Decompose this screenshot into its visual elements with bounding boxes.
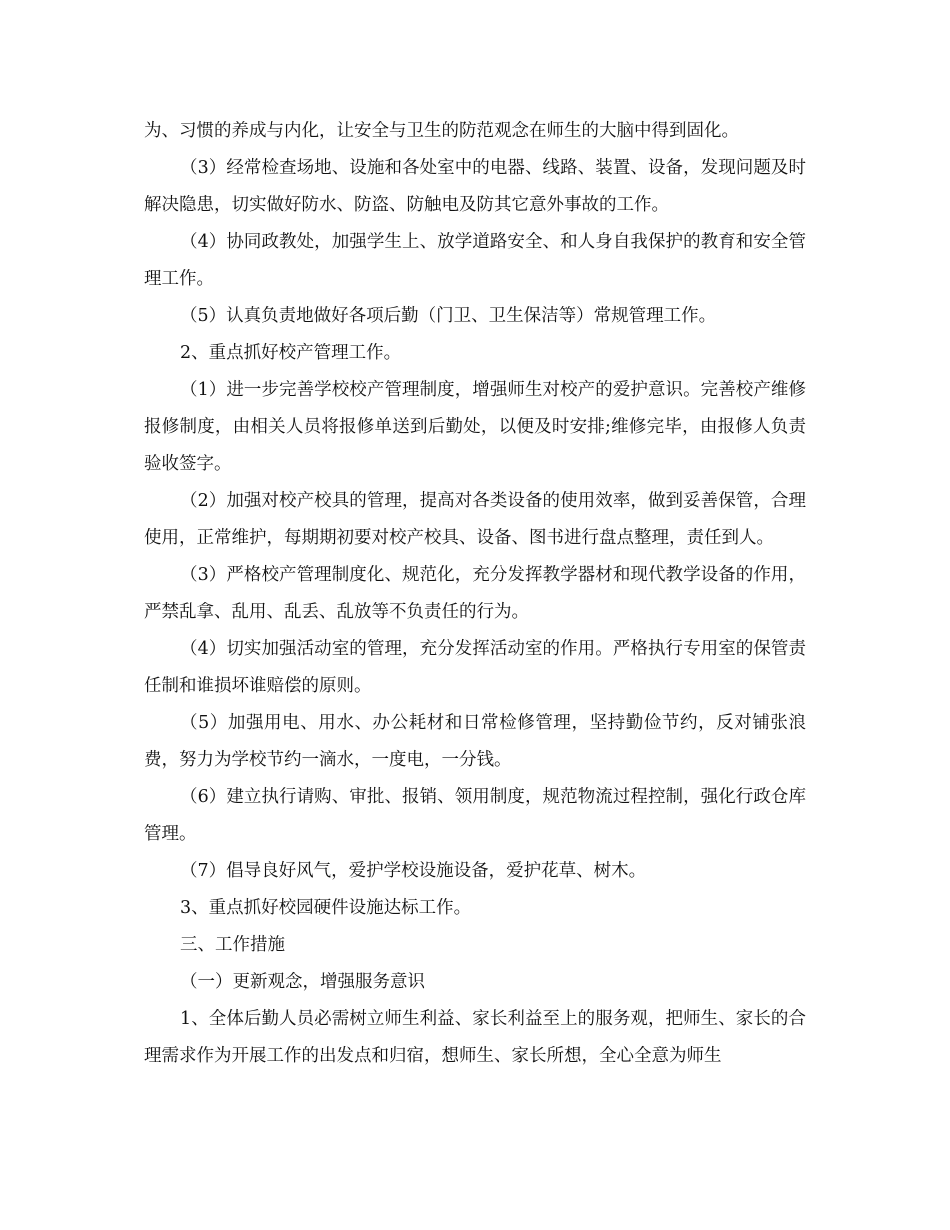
- paragraph-asset-item-3: （3）严格校产管理制度化、规范化，充分发挥教学器材和现代教学设备的作用，严禁乱拿、乱用、乱丢、乱放等不负责任的行为。: [144, 565, 806, 622]
- paragraph-continuation: 为、习惯的养成与内化，让安全与卫生的防范观念在师生的大脑中得到固化。: [144, 121, 739, 141]
- paragraph-asset-item-4: （4）切实加强活动室的管理，充分发挥活动室的作用。严格执行专用室的保管责任制和谁损坏谁赔偿的原则。: [144, 639, 806, 696]
- section-heading-hardware: 3、重点抓好校园硬件设施达标工作。: [180, 898, 472, 918]
- paragraph-item-4-safety-education: （4）协同政教处，加强学生上、放学道路安全、和人身自我保护的教育和安全管理工作。: [144, 232, 806, 289]
- paragraph-item-5-routine-management: （5）认真负责地做好各项后勤（门卫、卫生保洁等）常规管理工作。: [180, 306, 717, 326]
- paragraph-asset-item-2: （2）加强对校产校具的管理，提高对各类设备的使用效率，做到妥善保管，合理使用，正常维护，每期期初要对校产校具、设备、图书进行盘点整理，责任到人。: [144, 491, 806, 548]
- section-heading-asset-management: 2、重点抓好校产管理工作。: [180, 343, 402, 363]
- paragraph-asset-item-6: （6）建立执行请购、审批、报销、领用制度，规范物流过程控制，强化行政仓库管理。: [144, 787, 806, 844]
- subsection-heading-service-awareness: （一）更新观念，增强服务意识: [180, 972, 425, 992]
- paragraph-asset-item-1: （1）进一步完善学校校产管理制度，增强师生对校产的爱护意识。完善校产维修报修制度，由相关人员将报修单送到后勤处，以便及时安排;维修完毕，由报修人负责验收签字。: [144, 380, 806, 474]
- paragraph-measure-item-1: 1、全体后勤人员必需树立师生利益、家长利益至上的服务观，把师生、家长的合理需求作为开展工作的出发点和归宿，想师生、家长所想，全心全意为师生: [144, 1009, 806, 1066]
- document-body: [144, 113, 806, 1075]
- paragraph-asset-item-7: （7）倡导良好风气，爱护学校设施设备，爱护花草、树木。: [180, 861, 647, 881]
- section-heading-work-measures: 三、工作措施: [180, 935, 285, 955]
- paragraph-asset-item-5: （5）加强用电、用水、办公耗材和日常检修管理，坚持勤俭节约，反对铺张浪费，努力为学校节约一滴水，一度电，一分钱。: [144, 713, 806, 770]
- paragraph-item-3-inspection: （3）经常检查场地、设施和各处室中的电器、线路、装置、设备，发现问题及时解决隐患，切实做好防水、防盗、防触电及防其它意外事故的工作。: [144, 158, 806, 215]
